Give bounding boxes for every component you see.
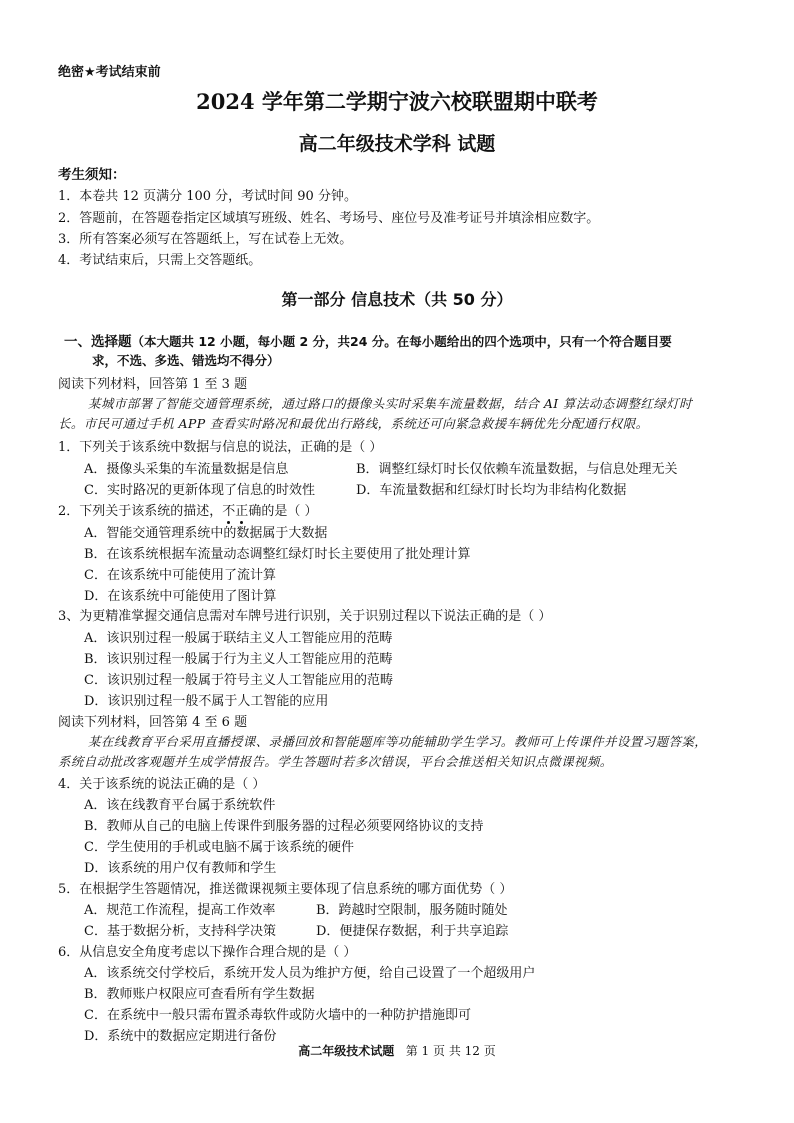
option-a: A．该系统交付学校后，系统开发人员为维护方便，给自己设置了一个超级用户 — [84, 966, 536, 981]
emphasis-text: 正 — [235, 504, 249, 519]
question-stem — [58, 500, 317, 519]
material-text: 系统自动批改客观题并生成学情报告。学生答题时若多次错误，平台会推送相关知识点微课视频。 — [58, 754, 613, 769]
option-d: D．该系统的用户仅有教师和学生 — [84, 861, 277, 876]
section-instructions-cont: 求，不选、多选、错选均不得分） — [92, 353, 280, 368]
option-a: A．该识别过程一般属于联结主义人工智能应用的范畴 — [84, 631, 393, 646]
section-instructions: （本大题共 12 小题，每小题 2 分，共24 分。在每小题给出的四个选项中，只有一个符合题目要 — [131, 334, 672, 349]
stem-text: 确的是（ ） — [248, 504, 318, 519]
material-text: 某在线教育平台采用直播授课、录播回放和智能题库等功能辅助学生学习。教师可上传课件并设置习题答案， — [88, 734, 708, 749]
option-d: D．系统中的数据应定期进行备份 — [84, 1029, 277, 1044]
option-b: B．在该系统根据车流量动态调整红绿灯时长主要使用了批处理计算 — [84, 547, 471, 562]
page-number: 第 1 页 共 12 页 — [405, 1044, 496, 1058]
exam-subtitle: 高二年级技术学科 试题 — [298, 133, 496, 155]
confidential-mark: 绝密★考试结束前 — [58, 65, 161, 80]
question-stem: 6．从信息安全角度考虑以下操作合理合规的是（ ） — [58, 945, 357, 960]
stem-text: 2．下列关于该系统的描述， — [58, 504, 223, 519]
footer-label: 高二年级技术试题 — [298, 1044, 395, 1058]
part-one-title: 第一部分 信息技术（共 50 分） — [281, 290, 513, 309]
emphasis-char — [235, 504, 248, 519]
option-a: A．智能交通管理系统中的数据属于大数据 — [84, 526, 328, 541]
option-c: C．基于数据分析，支持科学决策 — [84, 924, 276, 939]
question-stem: 1．下列关于该系统中数据与信息的说法，正确的是（ ） — [58, 440, 383, 455]
notice-heading: 考生须知： — [58, 167, 126, 183]
material-text: 某城市部署了智能交通管理系统，通过路口的摄像头实时采集车流量数据，结合 AI 算法动态调整红绿灯时 — [88, 396, 693, 411]
option-c: C．该识别过程一般属于符号主义人工智能应用的范畴 — [84, 673, 393, 688]
question-stem: 5．在根据学生答题情况，推送微课视频主要体现了信息系统的哪方面优势（ ） — [58, 882, 513, 897]
emphasis-text: 不 — [222, 504, 236, 519]
option-c: C．在系统中一般只需布置杀毒软件或防火墙中的一种防护措施即可 — [84, 1008, 471, 1023]
option-d: D．车流量数据和红绿灯时长均为非结构化数据 — [356, 483, 627, 498]
option-c: C．学生使用的手机或电脑不属于该系统的硬件 — [84, 840, 354, 855]
exam-title: 2024 学年第二学期宁波六校联盟期中联考 — [196, 89, 598, 114]
option-b: B．该识别过程一般属于行为主义人工智能应用的范畴 — [84, 652, 393, 667]
notice-item: 1．本卷共 12 页满分 100 分，考试时间 90 分钟。 — [58, 189, 357, 204]
option-d: D．便捷保存数据，利于共享追踪 — [316, 924, 509, 939]
question-stem: 4．关于该系统的说法正确的是（ ） — [58, 777, 266, 792]
page-footer — [0, 1042, 794, 1059]
material-intro: 阅读下列材料，回答第 1 至 3 题 — [58, 377, 248, 392]
option-c: C．在该系统中可能使用了流计算 — [84, 568, 276, 583]
option-a: A．该在线教育平台属于系统软件 — [84, 798, 276, 813]
emphasis-char — [222, 504, 235, 519]
option-c: C．实时路况的更新体现了信息的时效性 — [84, 483, 315, 498]
option-b: B．跨越时空限制，服务随时随处 — [316, 903, 508, 918]
notice-item: 2．答题前，在答题卷指定区域填写班级、姓名、考场号、座位号及准考证号并填涂相应数字。 — [58, 211, 600, 226]
material-text: 长。市民可通过手机 APP 查看实时路况和最优出行路线，系统还可向紧急救援车辆优先分配通行权限。 — [58, 416, 649, 431]
notice-item: 3．所有答案必须写在答题纸上，写在试卷上无效。 — [58, 232, 353, 247]
option-a: A．规范工作流程，提高工作效率 — [84, 903, 276, 918]
section-label: 一、选择题 — [64, 334, 132, 350]
option-b: B．教师从自己的电脑上传课件到服务器的过程必须要网络协议的支持 — [84, 819, 484, 834]
option-b: B．教师账户权限应可查看所有学生数据 — [84, 987, 315, 1002]
notice-item: 4．考试结束后，只需上交答题纸。 — [58, 253, 262, 268]
option-d: D．在该系统中可能使用了图计算 — [84, 589, 277, 604]
section-heading — [64, 330, 672, 350]
material-intro: 阅读下列材料，回答第 4 至 6 题 — [58, 715, 248, 730]
option-a: A．摄像头采集的车流量数据是信息 — [84, 462, 289, 477]
option-d: D．该识别过程一般不属于人工智能的应用 — [84, 694, 329, 709]
option-b: B．调整红绿灯时长仅依赖车流量数据，与信息处理无关 — [356, 462, 678, 477]
question-stem: 3、为更精准掌握交通信息需对车牌号进行识别，关于识别过程以下说法正确的是（ ） — [58, 609, 552, 624]
